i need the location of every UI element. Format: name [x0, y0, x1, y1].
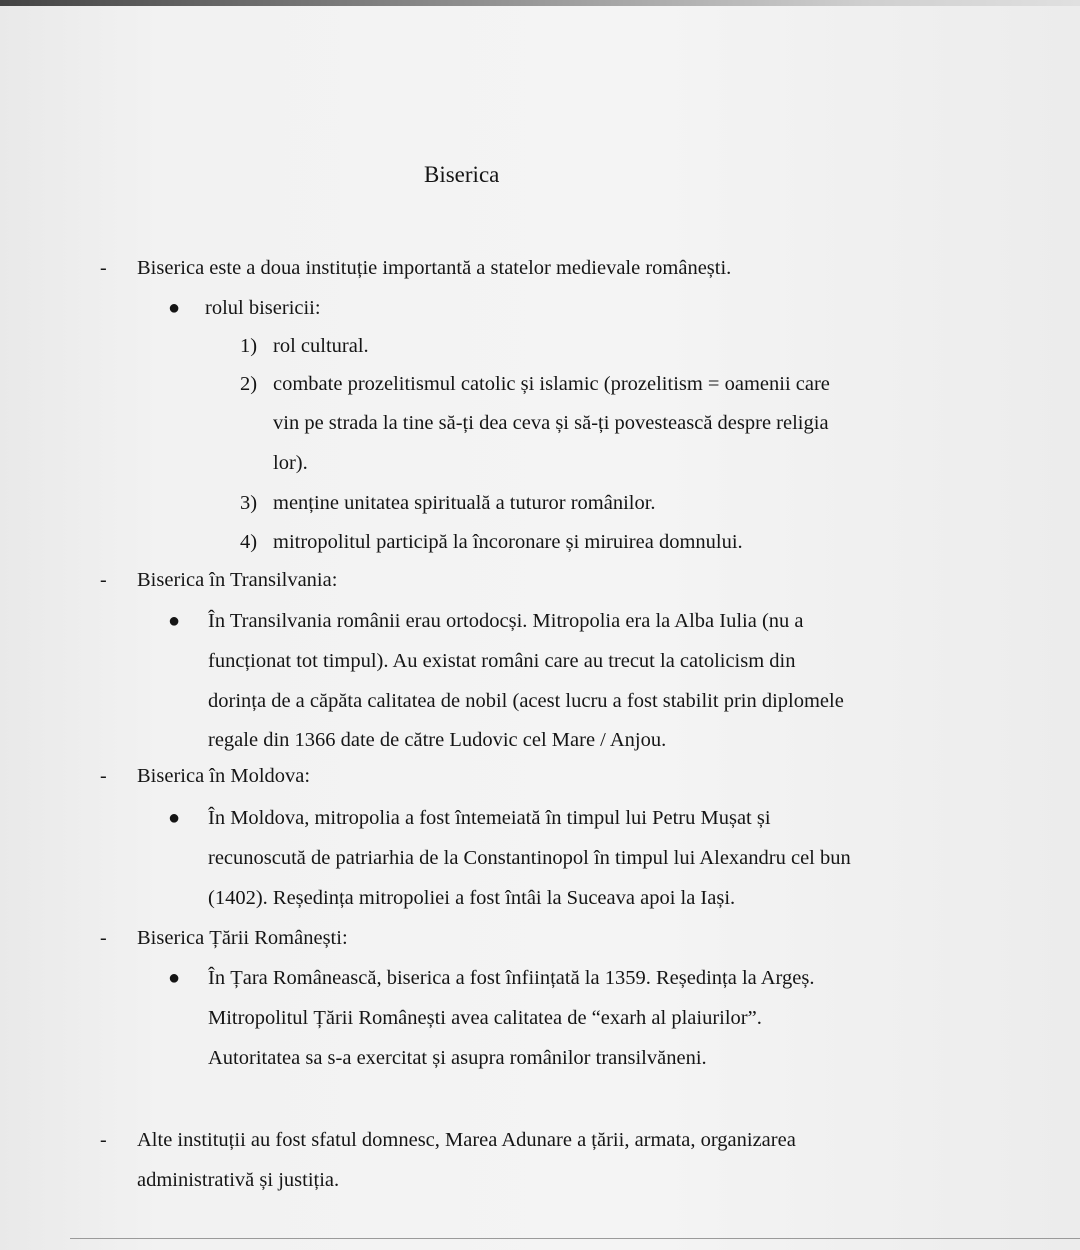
paragraph-line: recunoscută de patriarhia de la Constantinopol în timpul lui Alexandru cel bun — [208, 847, 851, 869]
paragraph-line: administrativă și justiția. — [137, 1169, 340, 1191]
page-top-edge — [0, 0, 1080, 6]
dash-marker: - — [100, 1129, 107, 1151]
role-heading: rolul bisericii: — [205, 297, 321, 319]
paragraph-line: funcționat tot timpul). Au existat români care au trecut la catolicism din — [208, 650, 796, 672]
paragraph-line: Autoritatea sa s-a exercitat și asupra românilor transilvăneni. — [208, 1047, 707, 1069]
list-item: menține unitatea spirituală a tuturor românilor. — [273, 492, 656, 514]
list-number: 2) — [240, 373, 258, 395]
paragraph-line: În Moldova, mitropolia a fost întemeiată în timpul lui Petru Mușat și — [208, 807, 771, 829]
paragraph-line: În Transilvania românii erau ortodocși. Mitropolia era la Alba Iulia (nu a — [208, 610, 804, 632]
page-title: Biserica — [424, 162, 500, 187]
paragraph-line: (1402). Reședința mitropoliei a fost întâi la Suceava apoi la Iași. — [208, 887, 736, 909]
paragraph-line: Alte instituții au fost sfatul domnesc, Marea Adunare a țării, armata, organizarea — [137, 1129, 796, 1151]
dash-marker: - — [100, 765, 107, 787]
bullet-icon: ● — [168, 297, 181, 319]
list-item: combate prozelitismul catolic și islamic (prozelitism = oamenii care — [273, 373, 830, 395]
bullet-icon: ● — [168, 610, 181, 632]
paragraph-line: Mitropolitul Țării Românești avea calitatea de “exarh al plaiurilor”. — [208, 1007, 762, 1029]
section-heading-tara-romaneasca: Biserica Țării Românești: — [137, 927, 348, 949]
dash-marker: - — [100, 927, 107, 949]
dash-marker: - — [100, 257, 107, 279]
list-item-cont: vin pe strada la tine să-ți dea ceva și să-ți povestească despre religia — [273, 412, 829, 434]
paragraph-line: În Țara Românească, biserica a fost înființată la 1359. Reședința la Argeș. — [208, 967, 815, 989]
list-item: rol cultural. — [273, 335, 369, 357]
section-heading-transilvania: Biserica în Transilvania: — [137, 569, 338, 591]
section-heading-moldova: Biserica în Moldova: — [137, 765, 311, 787]
paragraph-line: dorința de a căpăta calitatea de nobil (acest lucru a fost stabilit prin diplomele — [208, 690, 844, 712]
list-item-cont: lor). — [273, 452, 308, 474]
bullet-icon: ● — [168, 807, 181, 829]
list-item: mitropolitul participă la încoronare și miruirea domnului. — [273, 531, 743, 553]
list-number: 1) — [240, 335, 258, 357]
dash-marker: - — [100, 569, 107, 591]
intro-text: Biserica este a doua instituție importantă a statelor medievale românești. — [137, 257, 732, 279]
bullet-icon: ● — [168, 967, 181, 989]
list-number: 3) — [240, 492, 258, 514]
page-bottom-rule — [70, 1238, 1080, 1239]
list-number: 4) — [240, 531, 258, 553]
paragraph-line: regale din 1366 date de către Ludovic cel Mare / Anjou. — [208, 729, 667, 751]
